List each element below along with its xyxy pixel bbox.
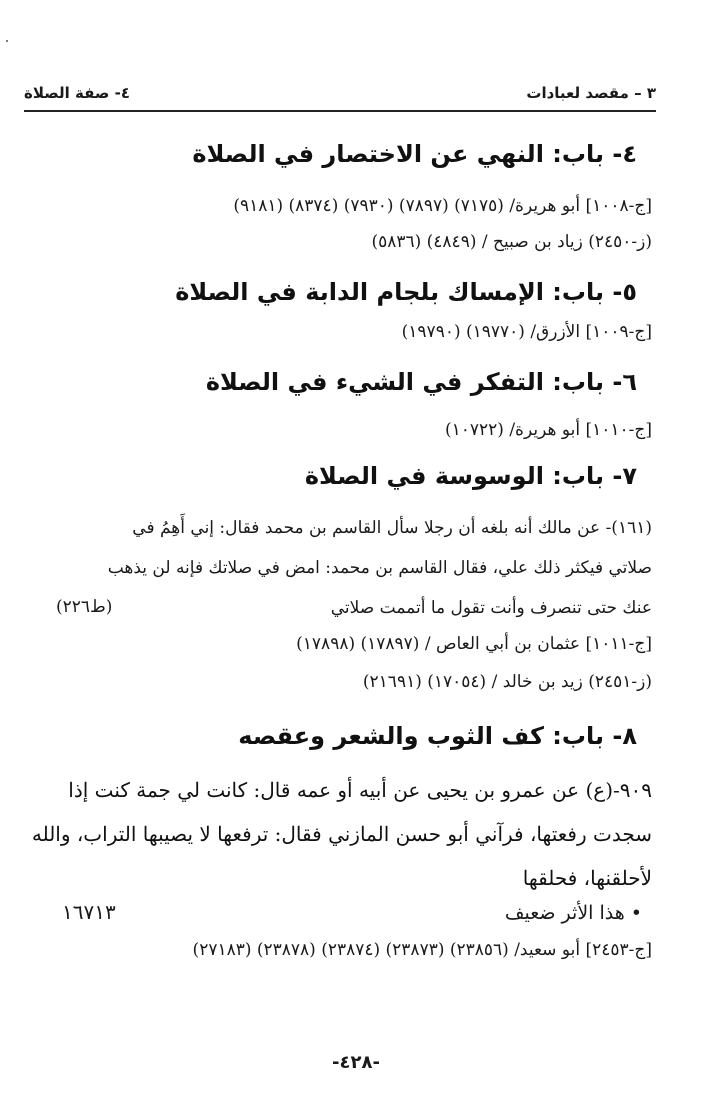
scan-speck	[6, 40, 8, 42]
chapter-title-4: ٤- باب: النهي عن الاختصار في الصلاة	[192, 140, 637, 168]
reference-line: [ج-١٠٠٨] أبو هريرة/ (٧١٧٥) (٧٨٩٧) (٧٩٣٠) (٨٣٧٤) (٩١٨١)	[233, 196, 652, 216]
reference-line: [ج-١٠١١] عثمان بن أبي العاص / (١٧٨٩٧) (١٧٨٩٨)	[296, 634, 652, 654]
chapter-title-8: ٨- باب: كف الثوب والشعر وعقصه	[238, 722, 637, 750]
hadith-text-161	[40, 508, 652, 628]
running-header	[24, 82, 656, 112]
grading-note: • هذا الأثر ضعيف	[504, 902, 642, 924]
hadith-line: سجدت رفعتها، فرآني أبو حسن المازني فقال: ترفعها لا يصيبها التراب، والله	[31, 822, 652, 846]
reference-line: (ز-٢٤٥١) زيد بن خالد / (١٧٠٥٤) (٢١٦٩١)	[362, 672, 652, 692]
page-number: -٤٢٨-	[332, 1052, 380, 1073]
hadith-line: (١٦١)- عن مالك أنه بلغه أن رجلا سأل القاسم بن محمد فقال: إني أَهِمُ في	[132, 518, 652, 538]
hadith-line: عنك حتى تنصرف وأنت تقول ما أتممت صلاتي	[330, 598, 652, 618]
chapter-title-7: ٧- باب: الوسوسة في الصلاة	[304, 462, 637, 490]
hadith-line: ٩٠٩-(ع) عن عمرو بن يحيى عن أبيه أو عمه قال: كانت لي جمة كنت إذا	[68, 778, 652, 802]
hadith-text-909	[31, 768, 652, 900]
note-number: ١٦٧١٣	[62, 900, 116, 924]
reference-line: (ز-٢٤٥٠) زياد بن صبيح / (٤٨٤٩) (٥٨٣٦)	[371, 232, 652, 252]
header-chapter: ٤- صفة الصلاة	[24, 84, 131, 102]
reference-line: [ج-١٠١٠] أبو هريرة/ (١٠٧٢٢)	[445, 420, 652, 440]
chapter-title-5: ٥- باب: الإمساك بلجام الدابة في الصلاة	[175, 278, 637, 306]
chapter-title-6: ٦- باب: التفكر في الشيء في الصلاة	[205, 368, 637, 396]
header-book-section: ٣ – مقصد لعبادات	[526, 84, 656, 102]
hadith-source-code: (ط٢٢٦)	[56, 597, 113, 617]
reference-line: [ج-٢٤٥٣] أبو سعيد/ (٢٣٨٥٦) (٢٣٨٧٣) (٢٣٨٧٤) (٢٣٨٧٨) (٢٧١٨٣)	[192, 940, 652, 960]
reference-line: [ج-١٠٠٩] الأزرق/ (١٩٧٧٠) (١٩٧٩٠)	[401, 322, 652, 342]
hadith-line: لأحلقنها، فحلقها	[522, 866, 652, 890]
hadith-line: صلاتي فيكثر ذلك علي، فقال القاسم بن محمد: امض في صلاتك فإنه لن يذهب	[107, 558, 652, 578]
